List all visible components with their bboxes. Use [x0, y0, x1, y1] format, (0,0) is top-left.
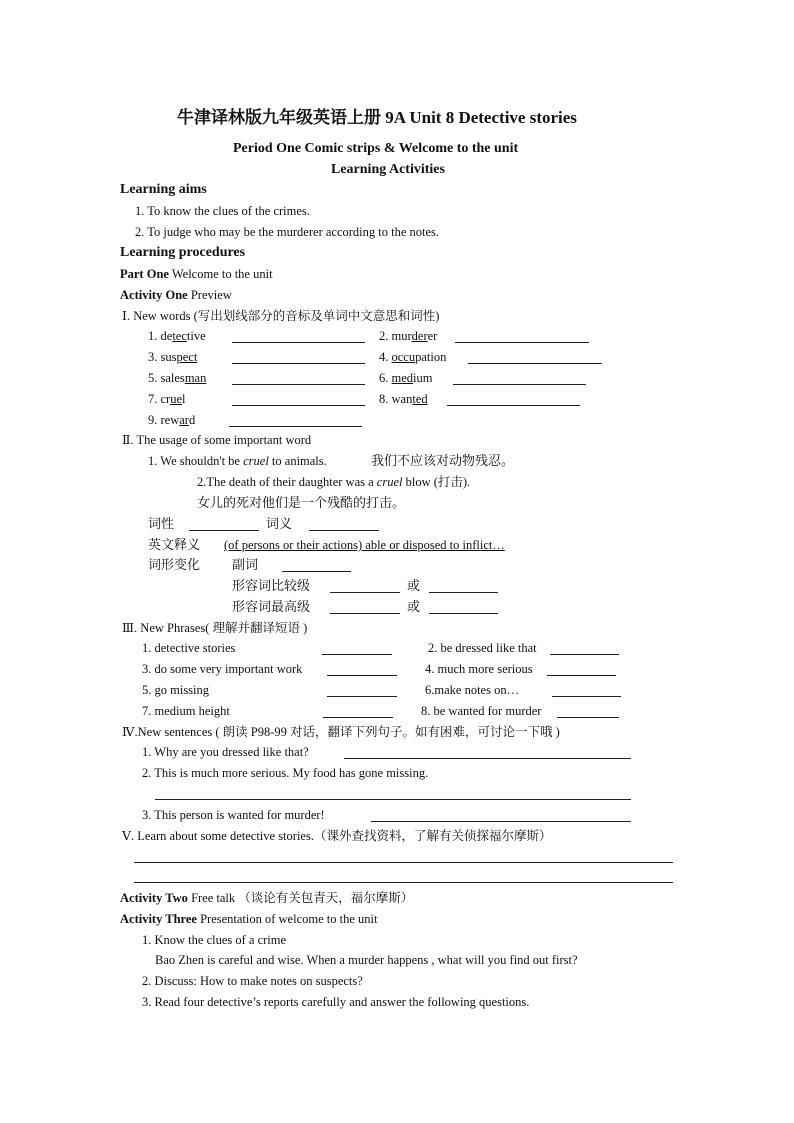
- sup-blank-1[interactable]: [330, 613, 400, 614]
- answer-blank[interactable]: [327, 675, 397, 676]
- aim-item: 2. To judge who may be the murderer according to the notes.: [135, 225, 440, 239]
- answer-blank[interactable]: [323, 717, 393, 718]
- detective-stories-heading: Ⅴ. Learn about some detective stories.（课外查找资料，了解有关侦探福尔摩斯）: [122, 829, 552, 843]
- word-item: 7. cruel: [148, 392, 186, 406]
- answer-blank[interactable]: [547, 675, 616, 676]
- pos-blank[interactable]: [189, 530, 259, 531]
- meaning-label: 词义: [266, 516, 293, 531]
- answer-blank[interactable]: [327, 696, 397, 697]
- learning-procedures-heading: Learning procedures: [120, 245, 246, 260]
- meaning-blank[interactable]: [309, 530, 379, 531]
- sup-label: 形容词最高级: [232, 599, 311, 614]
- learning-aims-heading: Learning aims: [120, 182, 207, 197]
- comp-label: 形容词比较级: [232, 578, 311, 593]
- part-one: [120, 266, 273, 282]
- usage-example-1: 1. We shouldn't be cruel to animals.: [148, 454, 327, 468]
- answer-blank[interactable]: [468, 363, 602, 364]
- word-item: 9. reward: [148, 413, 196, 427]
- pos-label: 词性: [148, 516, 175, 531]
- subtitle-period: Period One Comic strips & Welcome to the unit: [233, 141, 519, 156]
- usage-heading: Ⅱ. The usage of some important word: [122, 433, 312, 447]
- answer-blank[interactable]: [552, 696, 621, 697]
- usage-example-2: 2.The death of their daughter was a cruel blow (打击).: [197, 475, 471, 489]
- word-item: 4. occupation: [379, 350, 447, 364]
- word-item: 3. suspect: [148, 350, 198, 364]
- subtitle-activities: Learning Activities: [331, 162, 445, 177]
- sup-blank-2[interactable]: [429, 613, 498, 614]
- answer-blank[interactable]: [447, 405, 580, 406]
- activity-item: Bao Zhen is careful and wise. When a murder happens , what will you find out first?: [155, 953, 578, 967]
- aim-item: 1. To know the clues of the crimes.: [135, 204, 310, 218]
- part-one-label: Part One: [120, 267, 169, 281]
- or-label: 或: [407, 599, 421, 614]
- or-label: 或: [407, 578, 421, 593]
- activity-one-label: Activity One: [120, 288, 188, 302]
- phrase-item: 5. go missing: [142, 683, 210, 697]
- word-item: 2. murderer: [379, 329, 438, 343]
- activity-three-text: Presentation of welcome to the unit: [196, 912, 378, 926]
- part-one-text: Welcome to the unit: [168, 267, 273, 281]
- word-item: 6. medium: [379, 371, 433, 385]
- answer-blank[interactable]: [134, 882, 673, 883]
- sentences-heading: Ⅳ.New sentences ( 朗读 P98-99 对话，翻译下列句子。如有困难，可讨论一下哦 ): [122, 725, 560, 739]
- activity-item: 2. Discuss: How to make notes on suspects?: [142, 974, 363, 988]
- usage-example-2-cn: 女儿的死对他们是一个残酷的打击。: [197, 495, 406, 510]
- answer-blank[interactable]: [232, 363, 365, 364]
- phrase-item: 1. detective stories: [142, 641, 236, 655]
- usage-example-1-cn: 我们不应该对动物残忍。: [371, 453, 515, 468]
- phrase-item: 4. much more serious: [425, 662, 533, 676]
- answer-blank[interactable]: [232, 405, 365, 406]
- activity-two-label: Activity Two: [120, 891, 188, 905]
- answer-blank[interactable]: [232, 384, 365, 385]
- phrase-item: 3. do some very important work: [142, 662, 303, 676]
- activity-one: [120, 287, 232, 303]
- answer-blank[interactable]: [134, 862, 673, 863]
- answer-blank[interactable]: [232, 342, 365, 343]
- eng-def: (of persons or their actions) able or disposed to inflict…: [224, 538, 505, 552]
- word-item: 5. salesman: [148, 371, 207, 385]
- forms-label: 词形变化: [148, 557, 201, 572]
- activity-three-label: Activity Three: [120, 912, 197, 926]
- adv-blank[interactable]: [282, 571, 351, 572]
- answer-blank[interactable]: [155, 799, 631, 800]
- phrase-item: 2. be dressed like that: [428, 641, 537, 655]
- phrase-item: 8. be wanted for murder: [421, 704, 542, 718]
- phrase-item: 6.make notes on…: [425, 683, 520, 697]
- activity-three: [120, 911, 377, 927]
- answer-blank[interactable]: [557, 717, 619, 718]
- activity-item: 3. Read four detective’s reports carefully and answer the following questions.: [142, 995, 530, 1009]
- comp-blank-1[interactable]: [330, 592, 400, 593]
- page-title: 牛津译林版九年级英语上册 9A Unit 8 Detective stories: [177, 108, 577, 127]
- phrases-heading: Ⅲ. New Phrases( 理解并翻译短语 ): [122, 621, 308, 635]
- adv-label: 副词: [232, 557, 259, 572]
- word-item: 8. wanted: [379, 392, 428, 406]
- answer-blank[interactable]: [455, 342, 589, 343]
- word-item: 1. detective: [148, 329, 206, 343]
- sentence-item: 1. Why are you dressed like that?: [142, 745, 309, 759]
- sentence-item: 2. This is much more serious. My food has gone missing.: [142, 766, 429, 780]
- answer-blank[interactable]: [344, 758, 631, 759]
- answer-blank[interactable]: [322, 654, 392, 655]
- answer-blank[interactable]: [371, 821, 631, 822]
- answer-blank[interactable]: [229, 426, 362, 427]
- activity-one-text: Preview: [187, 288, 232, 302]
- comp-blank-2[interactable]: [429, 592, 498, 593]
- activity-two: [120, 890, 413, 906]
- eng-def-label: 英文释义: [148, 537, 201, 552]
- phrase-item: 7. medium height: [142, 704, 230, 718]
- activity-two-text: Free talk （谈论有关包青天，福尔摩斯）: [187, 891, 414, 905]
- sentence-item: 3. This person is wanted for murder!: [142, 808, 325, 822]
- answer-blank[interactable]: [550, 654, 619, 655]
- answer-blank[interactable]: [453, 384, 586, 385]
- new-words-heading: Ⅰ. New words (写出划线部分的音标及单词中文意思和词性): [122, 309, 440, 323]
- activity-item: 1. Know the clues of a crime: [142, 933, 287, 947]
